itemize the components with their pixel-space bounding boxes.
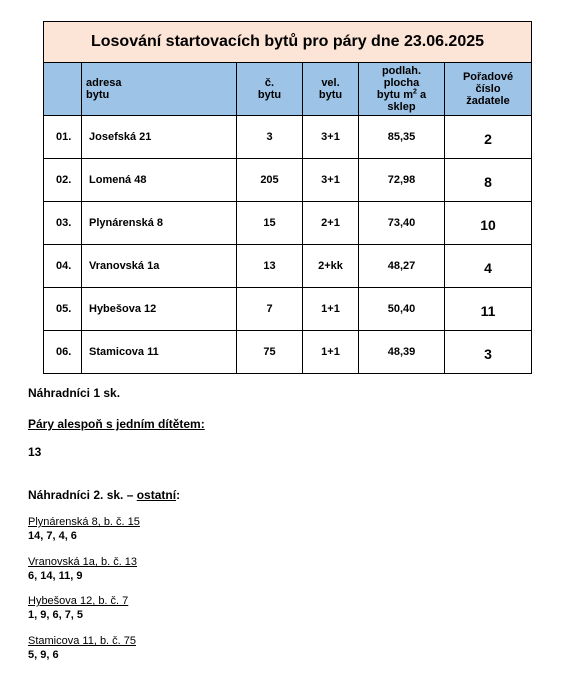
row-order: 4 [445, 245, 532, 288]
row-flat-no: 15 [237, 202, 303, 245]
substitute-values: 1, 9, 6, 7, 5 [28, 609, 84, 621]
row-order: 11 [445, 288, 532, 331]
table-row [44, 159, 532, 202]
row-flat-no: 13 [237, 245, 303, 288]
row-area: 85,35 [359, 116, 445, 159]
substitute-address: Stamicova 11, b. č. 75 [28, 635, 137, 647]
row-flat-no: 75 [237, 331, 303, 374]
table-row [44, 116, 532, 159]
row-order: 2 [445, 116, 532, 159]
row-address: Hybešova 12 [82, 288, 237, 331]
header-area: podlah. plocha bytu $m^2$ a sklep [359, 63, 445, 116]
table-title: Losování startovacích bytů pro páry dne 23.06.2025 [44, 22, 532, 63]
lottery-table [43, 21, 532, 374]
substitutes1-heading: Náhradníci 1 sk. [28, 386, 121, 400]
row-num: 03. [44, 202, 82, 245]
header-flat-no: č. bytu [237, 63, 303, 116]
row-size: 2+kk [303, 245, 359, 288]
row-num: 05. [44, 288, 82, 331]
row-num: 01. [44, 116, 82, 159]
row-area: 72,98 [359, 159, 445, 202]
row-area: 48,27 [359, 245, 445, 288]
substitutes1-subheading: Páry alespoň s jedním dítětem: [28, 417, 205, 431]
row-area: 73,40 [359, 202, 445, 245]
table-row [44, 331, 532, 374]
row-flat-no: 205 [237, 159, 303, 202]
row-order: 8 [445, 159, 532, 202]
row-order: 3 [445, 331, 532, 374]
substitutes1-value: 13 [28, 445, 42, 459]
substitute-address: Vranovská 1a, b. č. 13 [28, 556, 138, 568]
row-address: Lomená 48 [82, 159, 237, 202]
row-area: 50,40 [359, 288, 445, 331]
row-address: Plynárenská 8 [82, 202, 237, 245]
row-flat-no: 7 [237, 288, 303, 331]
row-address: Stamicova 11 [82, 331, 237, 374]
header-size: vel. bytu [303, 63, 359, 116]
row-size: 3+1 [303, 159, 359, 202]
row-size: 1+1 [303, 331, 359, 374]
header-num [44, 63, 82, 116]
row-num: 04. [44, 245, 82, 288]
substitute-values: 14, 7, 4, 6 [28, 530, 77, 542]
row-size: 2+1 [303, 202, 359, 245]
substitute-address: Plynárenská 8, b. č. 15 [28, 516, 140, 528]
row-order: 10 [445, 202, 532, 245]
row-size: 1+1 [303, 288, 359, 331]
row-address: Josefská 21 [82, 116, 237, 159]
row-num: 02. [44, 159, 82, 202]
substitutes2-heading: Náhradníci 2. sk. – ostatní: [28, 488, 181, 502]
table-row [44, 288, 532, 331]
substitute-values: 5, 9, 6 [28, 649, 59, 661]
row-address: Vranovská 1a [82, 245, 237, 288]
table-row [44, 202, 532, 245]
table-row [44, 245, 532, 288]
row-area: 48,39 [359, 331, 445, 374]
substitute-address: Hybešova 12, b. č. 7 [28, 595, 129, 607]
substitute-values: 6, 14, 11, 9 [28, 570, 83, 582]
row-num: 06. [44, 331, 82, 374]
row-flat-no: 3 [237, 116, 303, 159]
row-size: 3+1 [303, 116, 359, 159]
header-order: Pořadové číslo žadatele [445, 63, 532, 116]
header-address: adresa bytu [82, 63, 237, 116]
